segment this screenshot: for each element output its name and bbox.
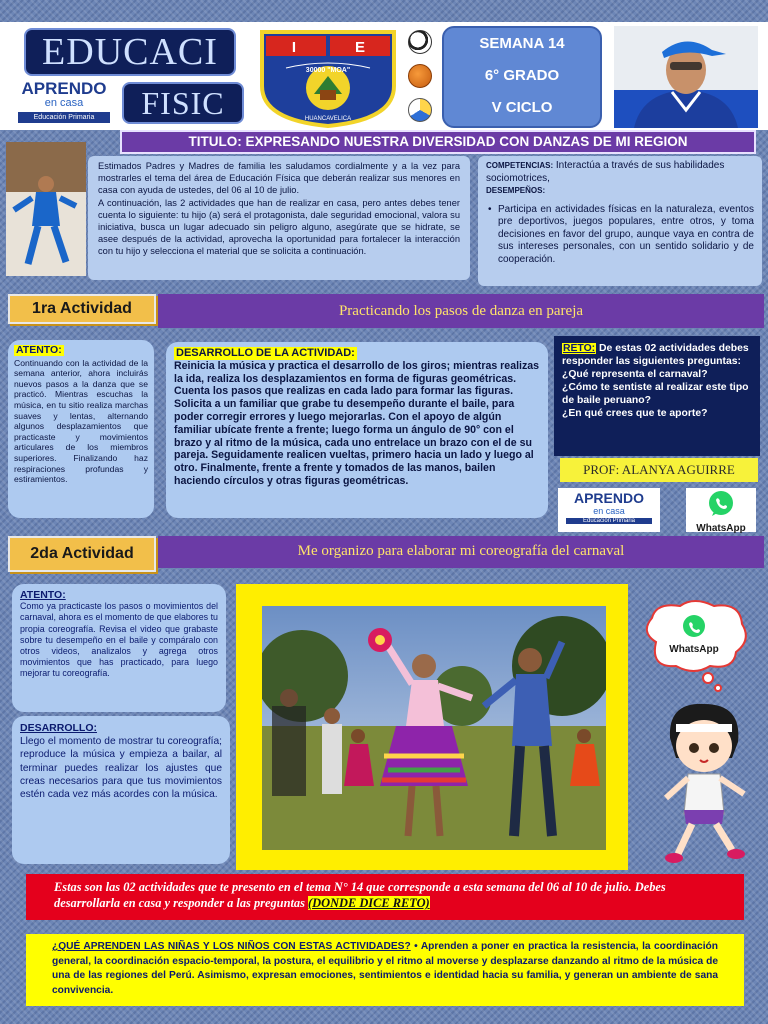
actividad2-title: Me organizo para elaborar mi coreografía del carnaval — [158, 536, 764, 568]
actividad1-desarrollo-panel — [166, 342, 548, 518]
actividad2-tag: 2da Actividad — [8, 536, 156, 572]
competencias-row — [486, 160, 754, 185]
closing-note — [26, 874, 744, 920]
grado-label: 6° GRADO — [484, 67, 560, 84]
teacher-name: PROF: ALANYA AGUIRRE — [560, 458, 758, 482]
semana-info-box — [442, 26, 602, 128]
actividad2-desarrollo-text: Llego el momento de mostrar tu coreografía; reproduce la música y empieza a bailar, al terminar puedes realizar los ajustes que creas necesarios para que tus movimientos estén cada vez más acordes con la música. — [20, 736, 222, 801]
carnival-dance-image — [262, 606, 606, 850]
svg-text:HUANCAVELICA: HUANCAVELICA — [304, 116, 352, 122]
intro-paragraph-1: Estimados Padres y Madres de familia les saludamos cordialmente y a la vez para mostrarles el tema del área de Educación Física que deberán realizar sus menores en casa con ayuda de ustedes, del 06 al 10 de julio. — [98, 161, 460, 196]
logo-line1: APRENDO — [21, 79, 107, 98]
reto-label: RETO: — [563, 343, 596, 354]
actividad2-desarrollo-label: DESARROLLO: — [20, 722, 97, 734]
small-logo-line1: APRENDO — [573, 490, 644, 506]
actividad1-desarrollo-text: Reinicia la música y practica el desarrollo de los giros; mientras realizas la ida, realiza los desplazamientos en forma de figuras geométricas. Cuenta los pasos que realizas en cada lado para formar las figuras. Solicita a un familiar que grabe tu desempeño durante el baile, para poder corregir errores y luego mejorarlas. Con el apoyo de algún familiar ubícate frente a frente; luego forma un ángulo de 90° con el brazo y al ritmo de la música, cada uno entrelace un brazo con el de su pareja. Seguidamente realicen vueltas, primero hacia un lado y luego al otro. Finalmente, frente a frente y tomados de las manos, bailen haciendo círculos y otras figuras geométricas. — [174, 359, 540, 487]
closing-text: Estas son las 02 actividades que te presento en el tema N° 14 que corresponde a esta semana del 06 al 10 de julio. Debes desarrollarla en casa y responder a las preguntas — [54, 880, 666, 910]
child-photo-image — [6, 142, 86, 276]
actividad1-desarrollo-label: DESARROLLO DE LA ACTIVIDAD: — [176, 347, 355, 359]
desempeno-item: • Participa en actividades físicas en la naturaleza, eventos pre deportivos, juegos populares, entre otros, y toma decisiones en favor del grupo, aunque vaya en contra de sus intereses personales, con un sentido solidario y de cooperación. — [486, 204, 754, 267]
main-title-line2: FISIC — [122, 82, 244, 124]
actividad1-tag: 1ra Actividad — [8, 294, 156, 324]
actividad2-atento-panel — [12, 584, 226, 712]
semana-label: SEMANA 14 — [479, 35, 565, 52]
aprendo-en-casa-logo — [12, 80, 116, 126]
teacher-photo — [614, 26, 758, 128]
intro-message — [88, 156, 470, 280]
actividad1-atento-panel — [8, 340, 154, 518]
soccer-ball-icon — [408, 30, 432, 54]
desempenos-label: DESEMPEÑOS: — [486, 186, 546, 195]
child-exercise-photo — [6, 142, 86, 276]
school-emblem — [258, 28, 402, 128]
svg-text:30000 "MOA": 30000 "MOA" — [305, 67, 351, 74]
actividad1-title: Practicando los pasos de danza en pareja — [158, 294, 764, 328]
competencias-label: COMPETENCIAS: — [486, 161, 554, 170]
basketball-icon — [408, 64, 432, 88]
bubble-whatsapp-label: WhatsApp — [669, 644, 719, 655]
aprendo-en-casa-logo-small — [558, 488, 660, 532]
actividad1-atento-text: Continuando con la actividad de la semana anterior, ahora incluirás nuevos pasos a la danza que se practicó. Mientras escuchas la música, en tu sitio realiza marchas suaves y lentas, alternando algunos desplazamientos que practicaste y movimientos articulares de los miembros superiores. Finalizando haz respiraciones profundas y estiramientos. — [14, 357, 148, 485]
cartoon-runner-illustration — [648, 698, 758, 866]
teacher-photo-image — [614, 26, 758, 128]
intro-paragraph-2: A continuación, las 2 actividades que han de realizar en casa, pero antes debes tener cuenta lo siguiente: tu hijo (a) será el protagonista, dale seguridad emocional, valora su iniciativa, busca un lugar adecuado sin peligro alguno, asegúrate que se hidrate, se asee después de la actividad, aprovecha la oportunidad para fortalecer la interacción con tu hijo y selecciona el material que se solicita a continuación. — [98, 197, 460, 257]
learning-answer: • Aprenden a poner en practica la resistencia, la coordinación general, la coordinación espacio-temporal, la postura, el equilibrio y el ritmo al moverse y desplazarse danzando al ritmo de la música de una de las regiones del Perú. Asimismo, expresan emociones, sentimientos e identidad hacia su familia, y generan un ambiente de sana convivencia. — [52, 941, 719, 996]
logo-line2: en casa — [44, 97, 84, 109]
whatsapp-thought-bubble — [636, 598, 752, 680]
svg-text:E: E — [354, 39, 366, 56]
ciclo-label: V CICLO — [491, 99, 553, 116]
reto-question-1: ¿Qué representa el carnaval? — [562, 369, 708, 380]
closing-highlight: (DONDE DICE RETO) — [308, 896, 430, 910]
reto-question-2: ¿Cómo te sentiste al realizar este tipo de baile peruano? — [562, 382, 749, 406]
actividad2-atento-text: Como ya practicaste los pasos o movimientos del carnaval, ahora es el momento de que elabores tu propia coreografía. Revisa el video que grabaste sobre tu desempeño en el baile y compáralo con otros videos, analizalos y agrega otros movimientos que has practicado, para luego mejorar tu coreografía. — [20, 601, 218, 679]
logo-line3: Educación Primaria — [18, 112, 110, 123]
actividad1-atento-label: ATENTO: — [16, 344, 62, 356]
whatsapp-icon — [706, 490, 736, 518]
small-logo-line2: en casa — [593, 506, 625, 516]
learning-question: ¿QUÉ APRENDEN LAS NIÑAS Y LOS NIÑOS CON ESTAS ACTIVIDADES? — [52, 941, 411, 952]
svg-text:I: I — [291, 39, 297, 56]
competencias-panel — [478, 156, 762, 286]
volleyball-icon — [408, 98, 432, 122]
reto-question-3: ¿En qué crees que te aporte? — [562, 408, 708, 419]
whatsapp-logo[interactable] — [686, 488, 756, 532]
cartoon-runner-image — [648, 698, 758, 866]
small-logo-line3: Educación Primaria — [566, 518, 652, 524]
reto-panel — [554, 336, 760, 456]
actividad2-atento-label: ATENTO: — [20, 589, 66, 601]
actividad2-desarrollo-panel — [12, 716, 230, 864]
main-title-line1: EDUCACI — [24, 28, 236, 76]
learning-outcomes — [26, 934, 744, 1006]
shield-emblem — [258, 28, 402, 128]
whatsapp-label: WhatsApp — [696, 523, 746, 534]
carnival-dance-photo — [262, 606, 606, 850]
reto-intro: De estas 02 actividades debes responder las siguientes preguntas: — [562, 343, 749, 367]
competencias-text: Interactúa a través de sus habilidades sociomotrices, — [486, 160, 725, 184]
page-title: TITULO: EXPRESANDO NUESTRA DIVERSIDAD CON DANZAS DE MI REGION — [120, 130, 756, 154]
